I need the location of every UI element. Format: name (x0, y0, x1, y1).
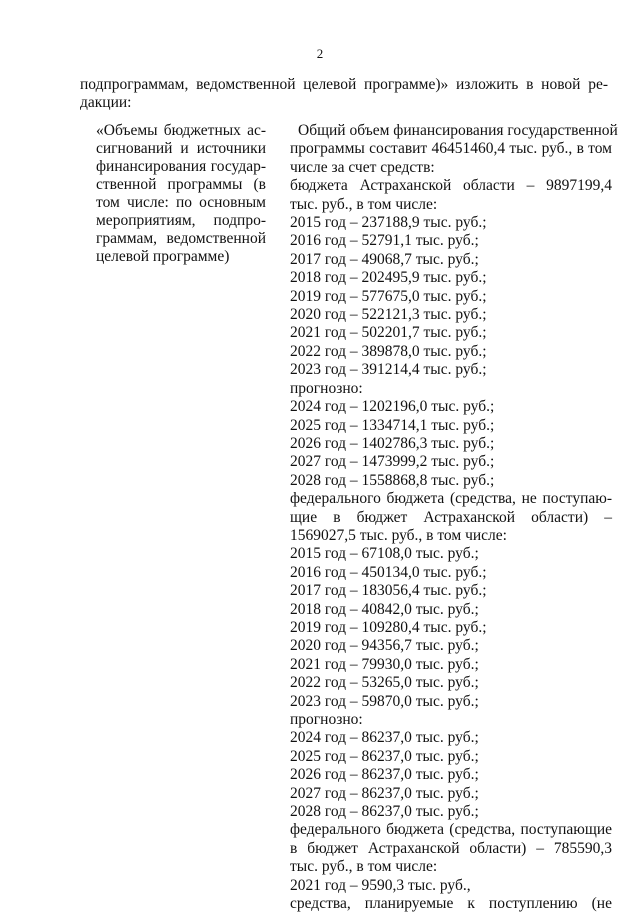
right-cell-line: 2025 год – 1334714,1 тыс. руб.; (290, 416, 495, 434)
right-cell-line: 2019 год – 577675,0 тыс. руб.; (290, 287, 487, 305)
right-cell-line: числе за счет средств: (290, 158, 435, 176)
right-cell-line: Общий объем финансирования государственной (298, 122, 618, 139)
right-cell-line: 2017 год – 49068,7 тыс. руб.; (290, 250, 479, 268)
right-cell-line: 2015 год – 237188,9 тыс. руб.; (290, 214, 487, 232)
left-cell-line: сигнований и источники (96, 140, 266, 157)
left-cell-line: целевой программе) (96, 248, 230, 265)
right-cell-line: 2027 год – 86237,0 тыс. руб.; (290, 784, 479, 802)
intro-line: подпрограммам, ведомственной целевой программе)» изложить в новой ре- (80, 76, 608, 93)
right-cell-line: 2024 год – 86237,0 тыс. руб.; (290, 729, 479, 747)
right-cell-line: 2021 год – 9590,3 тыс. руб., (290, 876, 471, 894)
left-cell-line: граммам, ведомственной (96, 230, 266, 247)
right-cell-line: щие в бюджет Астраханской области) – (290, 508, 612, 526)
table-right-cell (290, 122, 618, 913)
right-cell-line: 2021 год – 502201,7 тыс. руб.; (290, 324, 487, 342)
right-cell-line: 2026 год – 1402786,3 тыс. руб.; (290, 434, 495, 452)
left-cell-line: финансирования государ- (96, 158, 266, 175)
right-cell-line: в бюджет Астраханской области) – 785590,3 (290, 839, 612, 857)
intro-paragraph (80, 76, 608, 112)
right-cell-line: средства, планируемые к поступлению (не (290, 895, 612, 913)
intro-line: дакции: (80, 94, 132, 111)
left-cell-line: мероприятиям, подпро- (96, 212, 266, 229)
right-cell-line: 2020 год – 94356,7 тыс. руб.; (290, 637, 479, 655)
right-cell-line: 2022 год – 389878,0 тыс. руб.; (290, 342, 487, 360)
right-cell-line: прогнозно: (290, 711, 363, 728)
right-cell-line: 1569027,5 тыс. руб., в том числе: (290, 526, 507, 544)
right-cell-line: 2019 год – 109280,4 тыс. руб.; (290, 618, 487, 636)
right-cell-line: 2018 год – 40842,0 тыс. руб.; (290, 600, 479, 618)
right-cell-line: 2028 год – 86237,0 тыс. руб.; (290, 803, 479, 821)
right-cell-line: 2022 год – 53265,0 тыс. руб.; (290, 674, 479, 692)
right-cell-line: федерального бюджета (средства, не поступаю- (290, 490, 612, 508)
right-cell-line: тыс. руб., в том числе: (290, 195, 438, 213)
right-cell-line: 2023 год – 391214,4 тыс. руб.; (290, 361, 487, 379)
right-cell-line: программы составит 46451460,4 тыс. руб., в том (290, 140, 612, 158)
right-cell-line: 2026 год – 86237,0 тыс. руб.; (290, 766, 479, 784)
right-cell-line: 2023 год – 59870,0 тыс. руб.; (290, 692, 479, 710)
table-left-cell (96, 122, 266, 266)
right-cell-line: 2016 год – 52791,1 тыс. руб.; (290, 232, 479, 250)
left-cell-line: ственной программы (в (96, 176, 266, 193)
right-cell-line: 2016 год – 450134,0 тыс. руб.; (290, 563, 487, 581)
right-cell-line: прогнозно: (290, 379, 363, 397)
right-cell-line: 2021 год – 79930,0 тыс. руб.; (290, 655, 479, 673)
right-cell-line: 2015 год – 67108,0 тыс. руб.; (290, 545, 479, 563)
left-cell-line: «Объемы бюджетных ас- (96, 122, 266, 139)
left-cell-line: том числе: по основным (96, 194, 266, 211)
right-cell-line: 2024 год – 1202196,0 тыс. руб.; (290, 398, 495, 416)
right-cell-line: бюджета Астраханской области – 9897199,4 (290, 177, 612, 195)
right-cell-line: 2020 год – 522121,3 тыс. руб.; (290, 306, 487, 324)
page-number: 2 (316, 46, 324, 61)
right-cell-line: 2028 год – 1558868,8 тыс. руб.; (290, 471, 495, 489)
right-cell-line: 2025 год – 86237,0 тыс. руб.; (290, 747, 479, 765)
right-cell-line: 2018 год – 202495,9 тыс. руб.; (290, 269, 487, 287)
right-cell-line: 2017 год – 183056,4 тыс. руб.; (290, 582, 487, 600)
right-cell-line: тыс. руб., в том числе: (290, 858, 438, 876)
right-cell-line: 2027 год – 1473999,2 тыс. руб.; (290, 453, 495, 471)
right-cell-line: федерального бюджета (средства, поступающие (290, 821, 612, 839)
